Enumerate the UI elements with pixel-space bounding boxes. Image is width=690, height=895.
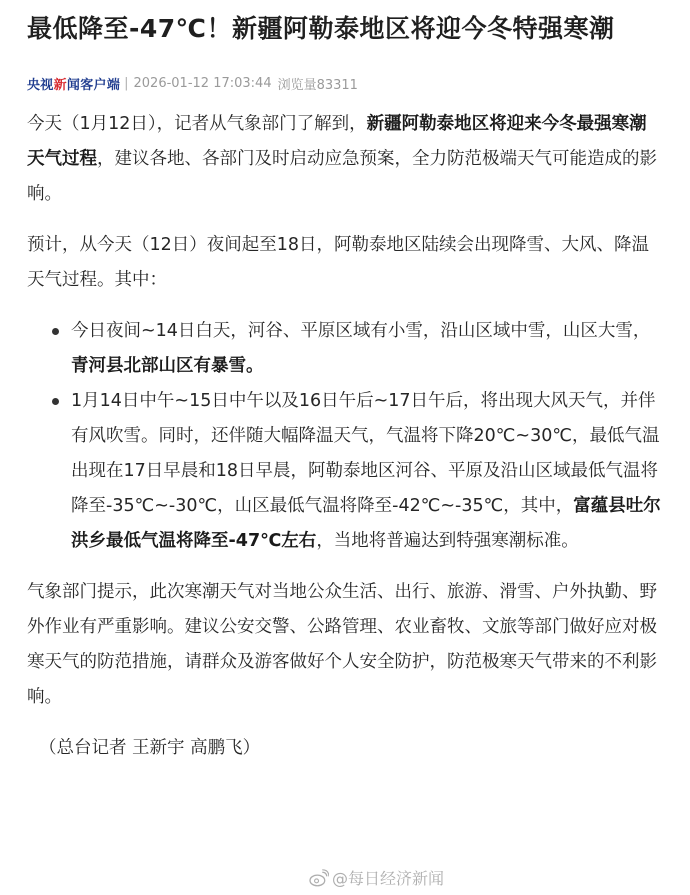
bullet-dot-icon xyxy=(52,398,59,405)
bullet-2-text-c: ，当地将普遍达到特强寒潮标准。 xyxy=(316,531,579,551)
forecast-bullet-list xyxy=(27,314,664,559)
weibo-icon xyxy=(309,869,329,887)
paragraph-intro-text-c: ，建议各地、各部门及时启动应急预案，全力防范极端天气可能造成的影响。 xyxy=(27,149,657,204)
bullet-text xyxy=(71,391,661,551)
source-name-part3: 闻客户端 xyxy=(66,77,121,93)
paragraph-intro-text-a: 今天（1月12日），记者从气象部门了解到， xyxy=(27,114,367,134)
watermark xyxy=(309,866,444,889)
reporter-byline: （总台记者 王新宇 高鹏飞） xyxy=(39,738,261,758)
article-meta xyxy=(27,72,664,94)
paragraph-intro xyxy=(27,107,664,212)
publish-timestamp: 2026-01-12 17:03:44 xyxy=(133,75,272,91)
article-title: 最低降至-47℃！新疆阿勒泰地区将迎今冬特强寒潮 xyxy=(27,14,615,43)
source-name-part1: 央视 xyxy=(27,77,54,93)
bullet-1-highlight: 青河县北部山区有暴雪。 xyxy=(71,356,264,376)
bullet-dot-icon xyxy=(52,328,59,335)
paragraph-intro-highlight: 新疆阿勒泰地区将迎来今冬最强寒潮天气过程 xyxy=(27,114,647,169)
list-item xyxy=(27,314,664,384)
source-name[interactable] xyxy=(27,74,120,93)
bullet-2-highlight: 富蕴县吐尔洪乡最低气温将降至-47℃左右 xyxy=(71,496,661,551)
bullet-2-text-a: 1月14日中午~15日中午以及16日午后~17日午后，将出现大风天气，并伴有风吹雪。同时，还伴随大幅降温天气，气温将下降20℃~30℃，最低气温出现在17日早晨和18日早晨，阿勒泰地区河谷、平原及沿山区域最低气温将降至-35℃~-30℃，山区最低气温将降至-42℃~-35℃，其中， xyxy=(71,391,660,516)
bullet-1-text-a: 今日夜间~14日白天，河谷、平原区域有小雪，沿山区域中雪，山区大雪， xyxy=(71,321,651,341)
meta-separator: | xyxy=(124,75,129,91)
article-body xyxy=(27,107,664,766)
view-count: 浏览量83311 xyxy=(277,77,358,93)
paragraph-advisory: 气象部门提示，此次寒潮天气对当地公众生活、出行、旅游、滑雪、户外执勤、野外作业有严重影响。建议公安交警、公路管理、农业畜牧、文旅等部门做好应对极寒天气的防范措施，请群众及游客做好个人安全防护，防范极寒天气带来的不利影响。 xyxy=(27,582,657,707)
watermark-text: @每日经济新闻 xyxy=(331,869,444,888)
paragraph-forecast: 预计，从今天（12日）夜间起至18日，阿勒泰地区陆续会出现降雪、大风、降温天气过程。其中： xyxy=(27,235,650,290)
source-name-part2: 新 xyxy=(53,77,67,93)
list-item xyxy=(27,384,664,559)
bullet-text xyxy=(71,321,650,376)
